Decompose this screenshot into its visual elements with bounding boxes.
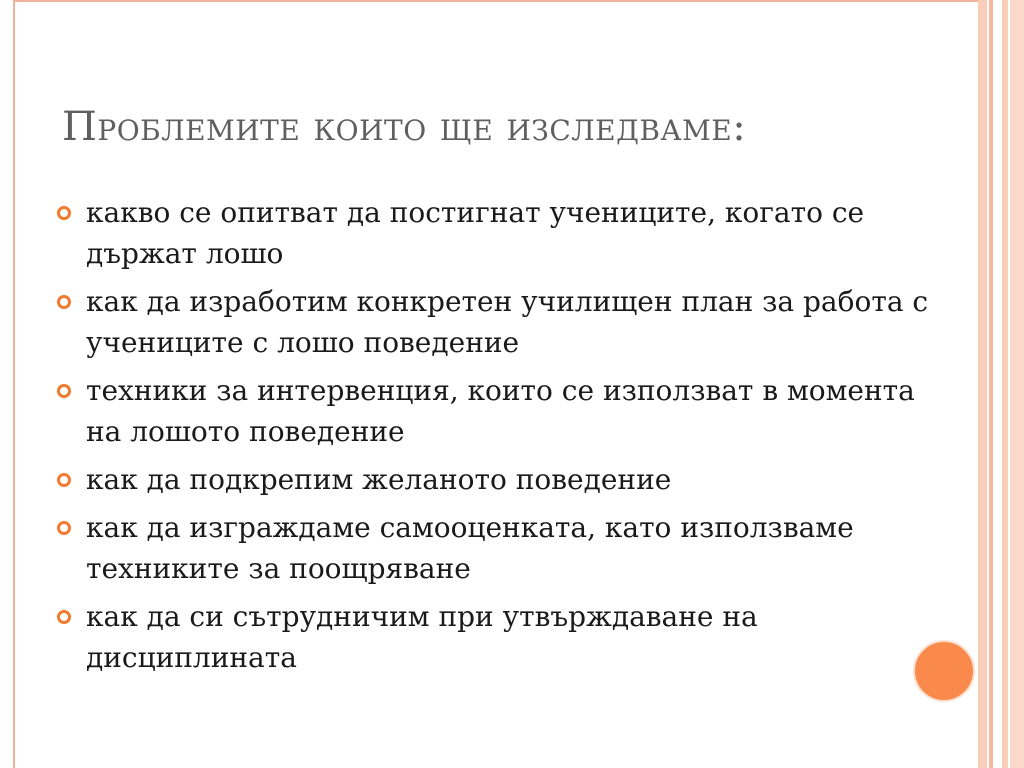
ring-bullet-icon: [57, 610, 71, 624]
bullet-text: как да изработим конкретен училищен план за работа с учениците с лошо поведение: [86, 285, 929, 359]
ring-bullet-icon: [57, 384, 71, 398]
frame-left-line: [13, 0, 15, 768]
bullet-item: [52, 507, 932, 589]
frame-top-line: [15, 0, 990, 2]
right-stripe: [993, 0, 1002, 768]
bullet-item: [52, 281, 932, 363]
ring-bullet-icon: [57, 206, 71, 220]
right-stripe: [978, 0, 987, 768]
bullet-item: [52, 370, 932, 452]
ring-bullet-icon: [57, 521, 71, 535]
bullet-text: какво се опитват да постигнат учениците, когато се държат лошо: [86, 196, 865, 270]
bullet-item: [52, 459, 932, 500]
bullet-text: как да подкрепим желаното поведение: [86, 463, 672, 496]
bullet-text: как да изграждаме самооценката, като използваме техниките за поощряване: [86, 511, 854, 585]
bullet-item: [52, 596, 932, 678]
ring-bullet-icon: [57, 295, 71, 309]
bullet-item: [52, 192, 932, 274]
bullet-text: как да си сътрудничим при утвърждаване на дисциплината: [86, 600, 758, 674]
slide-title: Проблемите които ще изследваме:: [62, 104, 747, 150]
right-stripe: [1010, 0, 1024, 768]
bullet-list: [52, 192, 932, 685]
orange-circle-decoration: [913, 640, 975, 702]
ring-bullet-icon: [57, 473, 71, 487]
bullet-text: техники за интервенция, които се използват в момента на лошото поведение: [86, 374, 915, 448]
